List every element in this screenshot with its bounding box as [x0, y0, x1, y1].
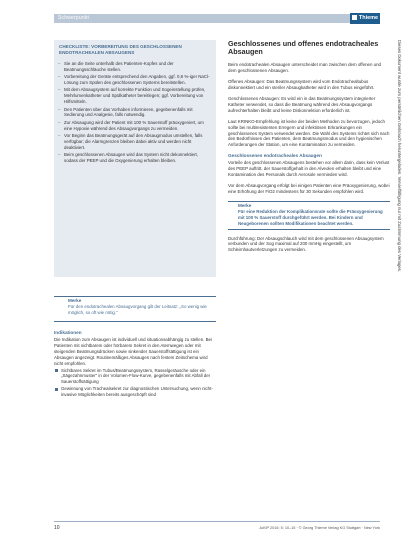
- article-section-title: Geschlossenes und offenes endotracheales Absaugen: [228, 39, 379, 57]
- merke-box-right: [228, 201, 390, 230]
- bullet-icon: –: [58, 132, 61, 138]
- square-bullet-icon: [55, 369, 58, 372]
- checklist-item-text: Vor Beginn das Beatmungsgerät auf den Absaugmodus umstellen, falls verfügbar; die Alarmgrenzen bleiben dabei aktiv und werden nicht deaktiviert.: [64, 132, 203, 150]
- paragraph: Laut KRINKO-Empfehlung ist keine der beiden Methoden zu bevorzugen, jedoch sollte bei multiresistenten Erregern und infektiösen Erkrankungen ein geschlossenes System verwendet werden. Die Wahl des Systems richtet sich nach den Bedürfnissen des Patienten, dem Beatmungsmodus und den hygienischen Anforderungen der Station, um eine Kontamination zu vermeiden.: [228, 118, 390, 148]
- side-note-text: Dieses Dokument wurde zum persönlichen Gebrauch heruntergeladen. Vervielfältigung nur mit Zustimmung des Verlages.: [397, 40, 402, 273]
- paragraph: Geschlossenes Absaugen: Es wird ein in das Beatmungssystem integrierter Katheter verwendet, so dass die Beatmung während des Absaugvorgangs aufrechterhalten bleibt und keine Diskonnektion erforderlich ist.: [228, 96, 376, 113]
- paragraph: Offenes Absaugen: Das Beatmungssystem wird vom Endotrachealtubus diskonnektiert und ein steriler Absaugkatheter wird in den Tubus eingeführt.: [228, 79, 375, 91]
- paragraph: Vorteile des geschlossenen Absaugens bestehen vor allem darin, dass kein Verlust des PEEP auftritt, der Sauerstoffgehalt in den Alveolen erhalten bleibt und eine Kontamination des Personals durch Aerosole vermieden wird.: [228, 160, 390, 178]
- checklist-list: [58, 61, 213, 165]
- checklist-item: [58, 120, 213, 132]
- merke-text: Für den endotrachealen Absaugvorgang gilt der Leitsatz: „So wenig wie möglich, so oft wie nötig.“: [68, 304, 207, 315]
- checklist-item-text: Zur Absaugung wird der Patient mit 100 % Sauerstoff präoxygeniert, um eine Hypoxie während des Absaugvorgangs zu vermeiden.: [64, 119, 204, 131]
- checklist-item: [58, 152, 213, 164]
- bullet-icon: –: [58, 74, 61, 80]
- footer-divider: [54, 521, 380, 522]
- copyright-side-note: [396, 40, 408, 510]
- list-item: [54, 368, 216, 386]
- merke-label: Merke: [238, 202, 252, 208]
- bullet-icon: –: [58, 61, 61, 66]
- list-item: [54, 386, 216, 398]
- indications-text: Die Indikation zum Absaugen ist individuell und situationsabhängig zu stellen. Bei Patienten mit sichtbarem oder hörbarem Sekret in den Atemwegen oder mit steigenden Beatmungsdrücken sowie sinkender Sauerstoffsättigung ist ein Absaugen angezeigt. Routinemäßiges Absaugen nach festem Zeitschema wird nicht empfohlen.: [54, 337, 212, 366]
- paragraph: Beim endotrachealen Absaugen unterscheidet man zwischen dem offenen und dem geschlossenen Absaugen.: [228, 62, 381, 74]
- checklist-item-text: Den Patienten über das Vorhaben informieren, gegebenenfalls mit Sedierung und Analgesie, falls notwendig.: [64, 106, 193, 118]
- section-header-bar: [54, 14, 380, 23]
- bullet-icon: –: [58, 152, 61, 158]
- checklist-item-text: Sie an die Seite unterhalb des Patienten-Kopfes und der Beatmungsschläuche stellen.: [64, 61, 174, 72]
- indications-heading: Indikationen: [54, 330, 82, 335]
- right-column: [228, 40, 390, 258]
- checklist-item-text: Vorbereitung der Geräte entsprechend den Angaben, ggf. 0,9 %-iger NaCl-Lösung zum Spülen des geschlossenen Systems bereitstellen.: [64, 74, 210, 86]
- checklist-item: [58, 107, 213, 119]
- checklist-item: [58, 61, 213, 73]
- page-number: 10: [54, 525, 60, 531]
- checklist-item: [58, 74, 213, 86]
- paragraph: Durchführung: Der Absaugschlauch wird mit dem geschlossenen Absaugsystem verbunden und der Sog maximal auf 200 mmHg eingestellt, um Schleimhautverletzungen zu vermeiden.: [228, 235, 384, 253]
- checklist-item-text: Beim geschlossenen Absaugen wird das System nicht dekonnektiert, sodass der PEEP und die Oxygenierung erhalten bleiben.: [64, 152, 198, 163]
- checklist-item: [58, 133, 213, 151]
- publisher-logo: [350, 13, 380, 24]
- checklist-title: CHECKLISTE: VORBEREITUNG DES GESCHLOSSENEN ENDOTRACHEALEN ABSAUGENS: [59, 44, 182, 55]
- checklist-item: [58, 87, 213, 105]
- logo-mark-icon: [352, 15, 357, 20]
- merke-text: Für eine Reduktion der Komplikationsrate sollte die Präoxygenierung mit 100 % Sauerstoff durchgeführt werden. Bei Kindern und Neugeborenen sollten Modifikationen beachtet werden.: [238, 208, 383, 226]
- indications-section: [54, 330, 216, 399]
- footer-citation: JuKiP 2016; 5: 10–15 · © Georg Thieme Verlag KG Stuttgart · New York: [259, 526, 380, 530]
- bullet-icon: –: [58, 106, 61, 112]
- list-item-text: Sichtbares Sekret im Tubus/Beatmungssystem, Rasselgeräusche oder ein „Sägezahnmuster“ in der Volumen-Flow-Kurve, gegebenenfalls mit Abfall der Sauerstoffsättigung: [61, 367, 211, 385]
- list-item-text: Gewinnung von Trachealsekret zur diagnostischen Untersuchung, wenn nicht-invasive Möglichkeiten bereits ausgeschöpft sind: [61, 386, 213, 398]
- checklist-item-text: Mit dem Absaugsystem auf korrekte Funktion und Sogeinstellung prüfen, Mehrlumenkatheter und Spülkatheter bereitlegen; ggf. Vorbereitung von Hilfsmitteln.: [64, 87, 206, 105]
- paragraph: Vor dem Absaugvorgang erfolgt bei einigen Patienten eine Präoxygenierung, wobei eine Erhöhung der FiO2 mindestens für 30 Sekunden empfohlen wird.: [228, 183, 390, 194]
- logo-text: Thieme: [358, 15, 379, 21]
- checklist-box: [54, 40, 216, 277]
- section-label: Schwerpunkt: [58, 15, 90, 21]
- bullet-icon: –: [58, 119, 61, 125]
- merke-label: Merke: [68, 298, 82, 303]
- merke-box-left: [54, 296, 216, 322]
- square-bullet-icon: [55, 388, 58, 391]
- bullet-icon: –: [58, 87, 61, 93]
- subsection-heading: Geschlossenes endotracheales Absaugen: [228, 153, 322, 159]
- indications-list: [54, 368, 216, 399]
